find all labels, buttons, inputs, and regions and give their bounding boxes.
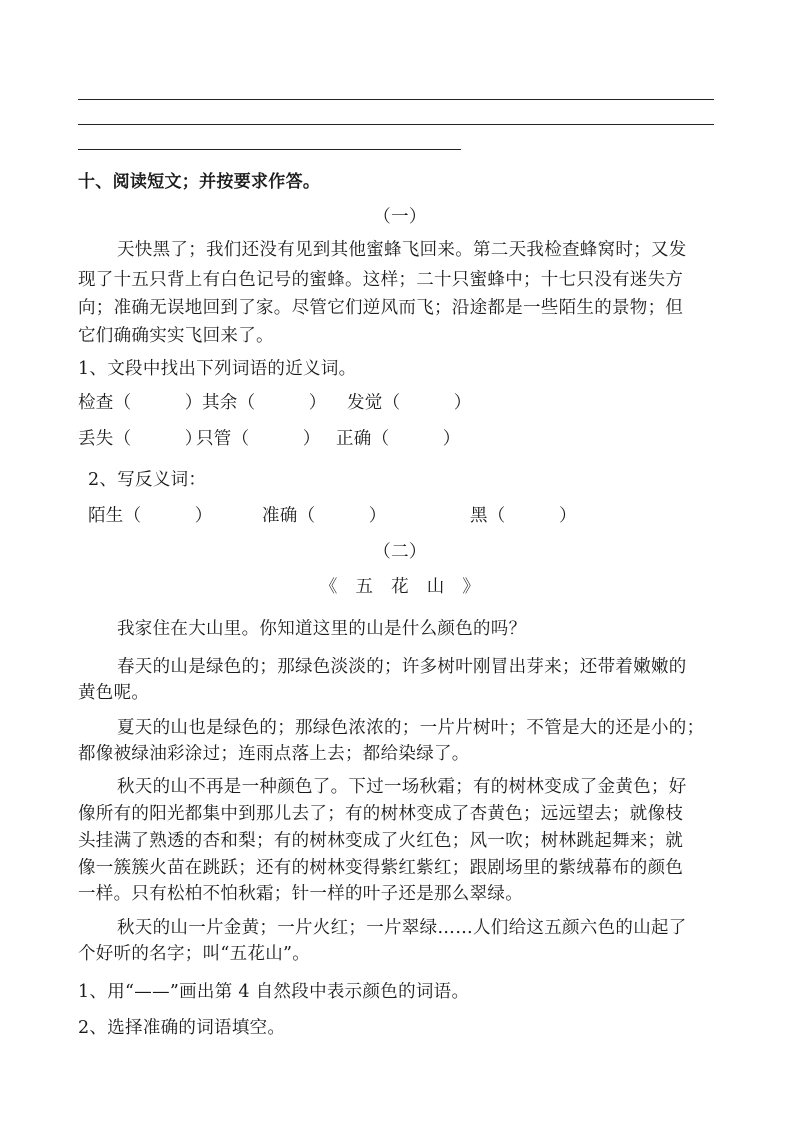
paragraph-line: 秋天的山不再是一种颜色了。下过一场秋霜；有的树林变成了金黄色；好 <box>117 777 687 797</box>
paragraph-line: 现了十五只背上有白色记号的蜜蜂。这样；二十只蜜蜂中；十七只没有迷失方 <box>78 270 684 290</box>
synonym-item: 发觉（ ） <box>347 393 472 413</box>
paragraph-line: 像所有的阳光都集中到那儿去了；有的树林变成了杏黄色；远远望去；就像枝 <box>78 804 684 824</box>
answer-line <box>78 149 461 150</box>
passage-title: 《 五 花 山 》 <box>319 577 481 597</box>
answer-line <box>78 99 714 100</box>
synonym-item: 其余（ ） <box>202 393 327 413</box>
question-1-prompt: 1、文段中找出下列词语的近义词。 <box>78 359 357 379</box>
paragraph-line: 秋天的山一片金黄；一片火红；一片翠绿……人们给这五颜六色的山起了 <box>117 918 687 938</box>
question-1-prompt: 1、用“——”画出第 4 自然段中表示颜色的词语。 <box>78 982 470 1002</box>
paragraph-line: 头挂满了熟透的杏和梨；有的树林变成了火红色；风一吹；树林跳起舞来；就 <box>78 831 684 851</box>
paragraph-line: 都像被绿油彩涂过；连雨点落上去；都给染绿了。 <box>78 744 470 764</box>
synonym-item: 检查（ ） <box>78 393 203 413</box>
question-2-prompt: 2、写反义词： <box>88 470 207 490</box>
paragraph-line: 向；准确无误地回到了家。尽管它们逆风而飞；沿途都是一些陌生的景物；但 <box>78 298 684 318</box>
section-heading: 十、阅读短文；并按要求作答。 <box>78 172 321 192</box>
paragraph-line: 它们确确实实飞回来了。 <box>78 326 274 346</box>
antonym-item: 陌生（ ） <box>88 506 213 526</box>
question-2-prompt: 2、选择准确的词语填空。 <box>78 1018 286 1038</box>
answer-line <box>78 124 714 125</box>
part2-label: （二） <box>373 542 427 562</box>
antonym-item: 准确（ ） <box>262 506 387 526</box>
paragraph-line: 一样。只有松柏不怕秋霜；针一样的叶子还是那么翠绿。 <box>78 884 523 904</box>
part1-label: （一） <box>373 207 427 227</box>
synonym-item: 正确（ ） <box>336 429 461 449</box>
paragraph-line: 黄色呢。 <box>78 683 150 703</box>
paragraph-line: 夏天的山也是绿色的；那绿色浓浓的；一片片树叶；不管是大的还是小的； <box>117 718 705 738</box>
paragraph-line: 春天的山是绿色的；那绿色淡淡的；许多树叶刚冒出芽来；还带着嫩嫩的 <box>117 657 687 677</box>
paragraph-line: 个好听的名字；叫“五花山”。 <box>78 944 311 964</box>
paragraph-line: 像一簇簇火苗在跳跃；还有的树林变得紫红紫红；跟剧场里的紫绒幕布的颜色 <box>78 858 684 878</box>
paragraph-line: 天快黑了；我们还没有见到其他蜜蜂飞回来。第二天我检查蜂窝时；又发 <box>117 240 687 260</box>
synonym-item: 丢失（ ） <box>78 429 203 449</box>
synonym-item: 只管（ ） <box>196 429 321 449</box>
paragraph-line: 我家住在大山里。你知道这里的山是什么颜色的吗？ <box>117 619 527 639</box>
antonym-item: 黑（ ） <box>470 506 577 526</box>
